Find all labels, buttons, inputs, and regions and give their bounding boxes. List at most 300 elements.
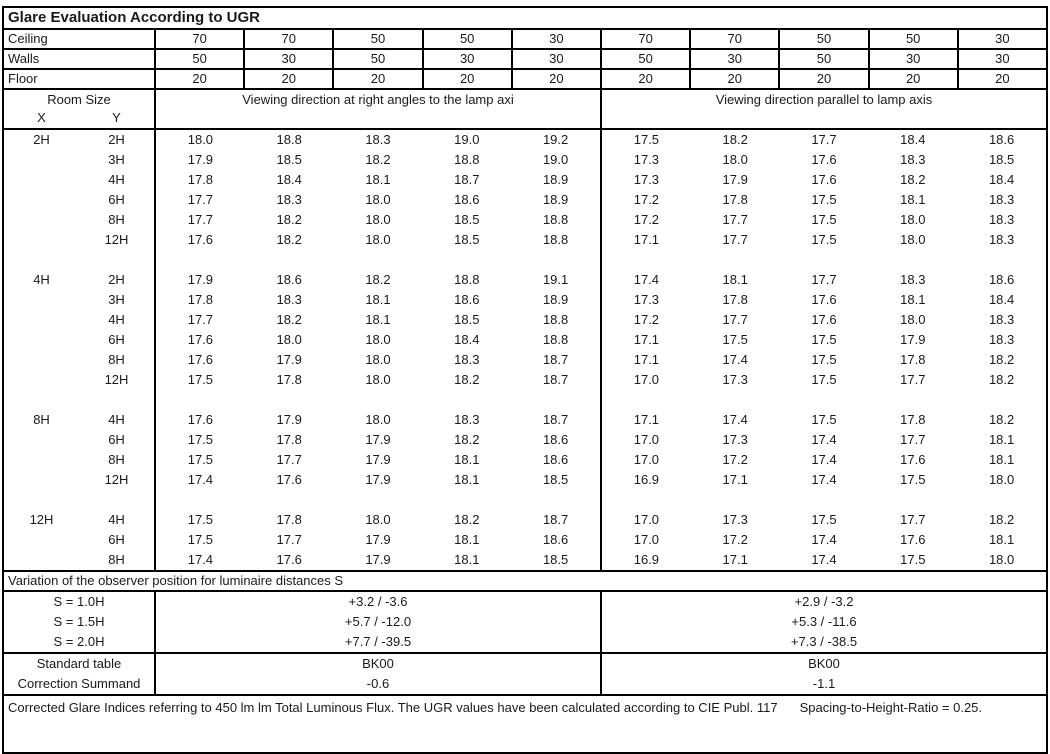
summary-right-value: -1.1 bbox=[600, 674, 1046, 694]
ugr-value: 17.6 bbox=[811, 312, 837, 327]
surface-row bbox=[4, 30, 1046, 50]
surface-value: 30 bbox=[511, 50, 600, 68]
room-y-value: 8H bbox=[108, 552, 125, 567]
ugr-data-row bbox=[4, 130, 1046, 150]
ugr-value: 18.5 bbox=[988, 152, 1015, 167]
room-x-value bbox=[4, 150, 79, 170]
ugr-value: 17.7 bbox=[900, 512, 926, 527]
ugr-value: 17.4 bbox=[811, 432, 837, 447]
ugr-value: 17.4 bbox=[811, 532, 837, 547]
ugr-value: 17.1 bbox=[633, 332, 660, 347]
ugr-value: 18.5 bbox=[542, 472, 569, 487]
ugr-value: 18.1 bbox=[454, 452, 480, 467]
ugr-value: 18.6 bbox=[988, 132, 1015, 147]
ugr-value: 18.2 bbox=[988, 512, 1015, 527]
surface-value: 50 bbox=[778, 30, 867, 48]
left-half-values bbox=[154, 190, 600, 210]
ugr-value: 18.8 bbox=[542, 212, 569, 227]
ugr-data-row bbox=[4, 310, 1046, 330]
ugr-value: 18.2 bbox=[900, 172, 926, 187]
room-y-value bbox=[79, 250, 154, 270]
right-half-values bbox=[600, 170, 1046, 190]
ugr-value: 18.2 bbox=[276, 232, 302, 247]
ugr-value: 18.0 bbox=[365, 372, 391, 387]
ugr-value: 17.2 bbox=[722, 532, 748, 547]
variation-left-value: +3.2 / -3.6 bbox=[154, 592, 600, 612]
room-x-value: 4H bbox=[33, 272, 50, 287]
ugr-value: 17.8 bbox=[722, 292, 748, 307]
surface-value: 70 bbox=[243, 30, 332, 48]
left-half-values bbox=[154, 410, 600, 430]
ugr-value: 18.0 bbox=[900, 232, 926, 247]
ugr-value: 18.8 bbox=[542, 232, 569, 247]
ugr-value: 17.8 bbox=[276, 372, 302, 387]
ugr-value: 17.9 bbox=[276, 352, 302, 367]
ugr-value: 18.1 bbox=[988, 432, 1015, 447]
variation-row bbox=[4, 632, 1046, 652]
ugr-value: 18.2 bbox=[454, 432, 480, 447]
left-half-values bbox=[154, 470, 600, 490]
ugr-value: 18.6 bbox=[542, 432, 569, 447]
ugr-value: 17.1 bbox=[722, 472, 748, 487]
ugr-value: 17.3 bbox=[633, 292, 660, 307]
left-half-values bbox=[154, 150, 600, 170]
ugr-value: 18.9 bbox=[542, 292, 569, 307]
room-x-value bbox=[4, 390, 79, 410]
ugr-value: 18.6 bbox=[542, 532, 569, 547]
room-y-value: 12H bbox=[104, 372, 129, 387]
right-half-values bbox=[600, 390, 1046, 410]
ugr-value: 17.4 bbox=[811, 552, 837, 567]
ugr-value: 17.5 bbox=[811, 412, 837, 427]
ugr-value: 18.6 bbox=[454, 292, 480, 307]
ugr-value: 18.0 bbox=[365, 512, 391, 527]
variation-label: S = 1.0H bbox=[53, 594, 105, 609]
surface-value: 20 bbox=[243, 70, 332, 88]
ugr-value: 18.2 bbox=[722, 132, 748, 147]
left-half-values bbox=[154, 330, 600, 350]
ugr-value: 18.3 bbox=[988, 312, 1015, 327]
surface-value: 30 bbox=[422, 50, 511, 68]
ugr-value: 17.4 bbox=[811, 452, 837, 467]
ugr-data-row bbox=[4, 170, 1046, 190]
group-spacer-row bbox=[4, 490, 1046, 510]
surface-value: 50 bbox=[154, 50, 243, 68]
room-y-value: 2H bbox=[108, 272, 125, 287]
ugr-value: 18.8 bbox=[454, 272, 480, 287]
ugr-value: 18.0 bbox=[365, 332, 391, 347]
ugr-value: 17.3 bbox=[722, 512, 748, 527]
ugr-value: 17.5 bbox=[187, 452, 214, 467]
left-half-values bbox=[154, 510, 600, 530]
ugr-value: 17.4 bbox=[633, 272, 660, 287]
ugr-value: 18.8 bbox=[276, 132, 302, 147]
left-half-values bbox=[154, 390, 600, 410]
ugr-value: 18.0 bbox=[722, 152, 748, 167]
ugr-value: 18.4 bbox=[988, 172, 1015, 187]
ugr-value: 17.8 bbox=[900, 352, 926, 367]
surface-value: 30 bbox=[243, 50, 332, 68]
surface-value: 20 bbox=[600, 70, 689, 88]
table-title: Glare Evaluation According to UGR bbox=[4, 8, 1046, 30]
ugr-value: 17.6 bbox=[276, 472, 302, 487]
summary-label: Standard table bbox=[36, 656, 122, 671]
ugr-data-row bbox=[4, 530, 1046, 550]
summary-row bbox=[4, 654, 1046, 674]
room-x-value bbox=[4, 290, 79, 310]
variation-heading: Variation of the observer position for luminaire distances S bbox=[4, 572, 1046, 592]
ugr-value: 18.4 bbox=[900, 132, 926, 147]
ugr-value: 17.6 bbox=[187, 352, 214, 367]
right-half-values bbox=[600, 190, 1046, 210]
room-y-value bbox=[79, 390, 154, 410]
ugr-data-row bbox=[4, 190, 1046, 210]
ugr-value: 17.8 bbox=[187, 292, 214, 307]
ugr-value: 18.2 bbox=[988, 352, 1015, 367]
ugr-value: 17.1 bbox=[722, 552, 748, 567]
ugr-value: 18.8 bbox=[454, 152, 480, 167]
right-half-values bbox=[600, 430, 1046, 450]
surface-value: 50 bbox=[332, 50, 421, 68]
ugr-value: 17.4 bbox=[187, 552, 214, 567]
room-x-value bbox=[4, 250, 79, 270]
surface-value: 20 bbox=[332, 70, 421, 88]
ugr-data-row bbox=[4, 330, 1046, 350]
right-half-values bbox=[600, 310, 1046, 330]
room-x-value bbox=[4, 190, 79, 210]
ugr-value: 18.3 bbox=[988, 192, 1015, 207]
room-y-value: 6H bbox=[108, 332, 125, 347]
ugr-value: 18.2 bbox=[276, 312, 302, 327]
room-size-label: Room Size bbox=[47, 92, 111, 107]
summary-row bbox=[4, 674, 1046, 694]
room-x-value: 2H bbox=[33, 132, 50, 147]
left-half-values bbox=[154, 210, 600, 230]
surface-value: 20 bbox=[868, 70, 957, 88]
surface-value: 20 bbox=[154, 70, 243, 88]
ugr-data-row bbox=[4, 550, 1046, 570]
ugr-value: 18.1 bbox=[988, 532, 1015, 547]
right-half-values bbox=[600, 130, 1046, 150]
ugr-value: 17.7 bbox=[722, 312, 748, 327]
ugr-value: 17.7 bbox=[276, 452, 302, 467]
ugr-value: 17.9 bbox=[365, 432, 391, 447]
surface-value: 30 bbox=[511, 30, 600, 48]
ugr-value: 17.0 bbox=[633, 372, 660, 387]
ugr-value: 18.0 bbox=[365, 352, 391, 367]
room-y-value: 3H bbox=[108, 152, 125, 167]
y-axis-label: Y bbox=[112, 110, 121, 125]
variation-left-value: +7.7 / -39.5 bbox=[154, 632, 600, 652]
ugr-value: 18.7 bbox=[454, 172, 480, 187]
ugr-value: 17.5 bbox=[722, 332, 748, 347]
variation-right-value: +2.9 / -3.2 bbox=[600, 592, 1046, 612]
ugr-value: 18.3 bbox=[276, 192, 302, 207]
room-y-value: 4H bbox=[108, 412, 125, 427]
ugr-value: 17.1 bbox=[633, 412, 660, 427]
ugr-value: 18.7 bbox=[542, 372, 569, 387]
variation-rows bbox=[4, 592, 1046, 654]
room-x-value bbox=[4, 170, 79, 190]
room-y-value: 4H bbox=[108, 512, 125, 527]
room-y-value: 6H bbox=[108, 192, 125, 207]
ugr-value: 17.3 bbox=[633, 152, 660, 167]
room-x-value bbox=[4, 370, 79, 390]
surface-row-label: Walls bbox=[8, 51, 40, 66]
ugr-value: 17.5 bbox=[811, 372, 837, 387]
room-x-value: 8H bbox=[33, 412, 50, 427]
ugr-value: 18.1 bbox=[722, 272, 748, 287]
left-direction-header: Viewing direction at right angles to the lamp axi bbox=[154, 90, 600, 128]
ugr-value: 17.8 bbox=[276, 432, 302, 447]
left-half-values bbox=[154, 530, 600, 550]
ugr-value: 17.5 bbox=[811, 512, 837, 527]
group-spacer-row bbox=[4, 390, 1046, 410]
right-half-values bbox=[600, 290, 1046, 310]
ugr-value: 17.5 bbox=[187, 512, 214, 527]
surface-value: 30 bbox=[957, 30, 1046, 48]
ugr-value: 17.7 bbox=[187, 192, 214, 207]
ugr-value: 18.4 bbox=[276, 172, 302, 187]
left-half-values bbox=[154, 130, 600, 150]
room-y-value: 12H bbox=[104, 472, 129, 487]
ugr-value: 17.0 bbox=[633, 452, 660, 467]
surface-value: 20 bbox=[422, 70, 511, 88]
ugr-value: 17.1 bbox=[633, 352, 660, 367]
ugr-value: 17.9 bbox=[365, 552, 391, 567]
ugr-value: 17.9 bbox=[365, 452, 391, 467]
room-y-value: 4H bbox=[108, 312, 125, 327]
surface-value: 20 bbox=[778, 70, 867, 88]
ugr-data-row bbox=[4, 450, 1046, 470]
ugr-value: 18.6 bbox=[542, 452, 569, 467]
summary-rows bbox=[4, 654, 1046, 696]
surface-value: 30 bbox=[957, 50, 1046, 68]
ugr-value-rows bbox=[4, 130, 1046, 572]
ugr-value: 18.6 bbox=[988, 272, 1015, 287]
ugr-value: 18.0 bbox=[187, 132, 214, 147]
right-half-values bbox=[600, 250, 1046, 270]
ugr-value: 18.3 bbox=[900, 272, 926, 287]
ugr-data-row bbox=[4, 410, 1046, 430]
room-x-value bbox=[4, 330, 79, 350]
ugr-value: 18.1 bbox=[988, 452, 1015, 467]
ugr-value: 17.2 bbox=[633, 312, 660, 327]
surface-value: 20 bbox=[957, 70, 1046, 88]
xy-labels bbox=[4, 109, 154, 127]
room-x-value bbox=[4, 310, 79, 330]
ugr-value: 17.6 bbox=[187, 412, 214, 427]
ugr-value: 17.5 bbox=[633, 132, 660, 147]
ugr-value: 18.2 bbox=[276, 212, 302, 227]
ugr-value: 18.3 bbox=[988, 212, 1015, 227]
room-y-value: 8H bbox=[108, 452, 125, 467]
left-half-values bbox=[154, 310, 600, 330]
left-half-values bbox=[154, 270, 600, 290]
ugr-value: 17.5 bbox=[811, 232, 837, 247]
ugr-value: 17.3 bbox=[722, 432, 748, 447]
ugr-value: 18.2 bbox=[988, 412, 1015, 427]
ugr-value: 18.7 bbox=[542, 412, 569, 427]
room-x-value bbox=[4, 470, 79, 490]
ugr-value: 16.9 bbox=[633, 472, 660, 487]
summary-label: Correction Summand bbox=[17, 676, 141, 691]
surface-value: 70 bbox=[154, 30, 243, 48]
ugr-value: 17.6 bbox=[900, 452, 926, 467]
ugr-value: 18.5 bbox=[454, 212, 480, 227]
surface-value: 20 bbox=[689, 70, 778, 88]
right-half-values bbox=[600, 410, 1046, 430]
ugr-value: 17.6 bbox=[900, 532, 926, 547]
ugr-value: 17.6 bbox=[187, 232, 214, 247]
ugr-value: 18.5 bbox=[454, 312, 480, 327]
ugr-value: 17.7 bbox=[811, 272, 837, 287]
room-x-value bbox=[4, 450, 79, 470]
ugr-value: 17.5 bbox=[900, 552, 926, 567]
left-half-values bbox=[154, 430, 600, 450]
variation-right-value: +5.3 / -11.6 bbox=[600, 612, 1046, 632]
right-half-values bbox=[600, 350, 1046, 370]
ugr-value: 18.3 bbox=[988, 332, 1015, 347]
summary-right-value: BK00 bbox=[600, 654, 1046, 674]
ugr-value: 17.2 bbox=[633, 192, 660, 207]
ugr-value: 18.0 bbox=[365, 212, 391, 227]
summary-left-value: BK00 bbox=[154, 654, 600, 674]
right-half-values bbox=[600, 550, 1046, 570]
left-half-values bbox=[154, 250, 600, 270]
variation-left-value: +5.7 / -12.0 bbox=[154, 612, 600, 632]
surface-value: 50 bbox=[868, 30, 957, 48]
right-half-values bbox=[600, 230, 1046, 250]
ugr-value: 18.5 bbox=[276, 152, 302, 167]
left-half-values bbox=[154, 450, 600, 470]
surface-row bbox=[4, 70, 1046, 90]
room-x-value bbox=[4, 530, 79, 550]
surface-value: 50 bbox=[422, 30, 511, 48]
ugr-value: 17.7 bbox=[722, 212, 748, 227]
ugr-value: 17.5 bbox=[811, 332, 837, 347]
right-half-values bbox=[600, 150, 1046, 170]
ugr-value: 17.5 bbox=[187, 372, 214, 387]
ugr-value: 17.3 bbox=[722, 372, 748, 387]
right-half-values bbox=[600, 370, 1046, 390]
ugr-value: 17.5 bbox=[187, 532, 214, 547]
room-size-header bbox=[4, 90, 154, 128]
room-y-value: 6H bbox=[108, 432, 125, 447]
left-half-values bbox=[154, 370, 600, 390]
ugr-value: 17.0 bbox=[633, 532, 660, 547]
ugr-value: 18.1 bbox=[365, 172, 391, 187]
ugr-value: 17.6 bbox=[276, 552, 302, 567]
ugr-value: 18.4 bbox=[454, 332, 480, 347]
room-y-value bbox=[79, 490, 154, 510]
room-x-value: 12H bbox=[29, 512, 54, 527]
ugr-value: 18.3 bbox=[454, 412, 480, 427]
surface-row-label: Ceiling bbox=[8, 31, 48, 46]
ugr-value: 18.8 bbox=[542, 312, 569, 327]
right-half-values bbox=[600, 490, 1046, 510]
footer-text-shr: Spacing-to-Height-Ratio = 0.25. bbox=[799, 700, 983, 715]
ugr-value: 18.2 bbox=[365, 152, 391, 167]
right-half-values bbox=[600, 330, 1046, 350]
column-header-row bbox=[4, 90, 1046, 130]
ugr-value: 17.5 bbox=[811, 352, 837, 367]
ugr-data-row bbox=[4, 270, 1046, 290]
ugr-value: 17.8 bbox=[276, 512, 302, 527]
room-x-value bbox=[4, 550, 79, 570]
ugr-glare-table bbox=[2, 6, 1048, 754]
ugr-data-row bbox=[4, 290, 1046, 310]
ugr-value: 18.2 bbox=[988, 372, 1015, 387]
ugr-value: 18.0 bbox=[365, 192, 391, 207]
ugr-value: 18.0 bbox=[988, 472, 1015, 487]
ugr-value: 18.0 bbox=[365, 232, 391, 247]
ugr-value: 17.7 bbox=[811, 132, 837, 147]
surface-value: 30 bbox=[868, 50, 957, 68]
ugr-value: 18.1 bbox=[454, 472, 480, 487]
ugr-value: 18.6 bbox=[454, 192, 480, 207]
ugr-value: 17.7 bbox=[722, 232, 748, 247]
ugr-value: 18.3 bbox=[454, 352, 480, 367]
ugr-value: 17.9 bbox=[187, 272, 214, 287]
ugr-value: 18.1 bbox=[900, 292, 926, 307]
ugr-value: 18.3 bbox=[365, 132, 391, 147]
ugr-value: 17.0 bbox=[633, 432, 660, 447]
surface-value: 50 bbox=[600, 50, 689, 68]
surface-reflectance-rows bbox=[4, 30, 1046, 90]
right-half-values bbox=[600, 210, 1046, 230]
room-y-value: 4H bbox=[108, 172, 125, 187]
ugr-value: 17.6 bbox=[187, 332, 214, 347]
surface-value: 30 bbox=[689, 50, 778, 68]
ugr-value: 18.1 bbox=[900, 192, 926, 207]
ugr-value: 17.8 bbox=[900, 412, 926, 427]
room-x-value bbox=[4, 210, 79, 230]
group-spacer-row bbox=[4, 250, 1046, 270]
surface-value: 50 bbox=[332, 30, 421, 48]
ugr-value: 19.0 bbox=[542, 152, 569, 167]
surface-row bbox=[4, 50, 1046, 70]
ugr-data-row bbox=[4, 350, 1046, 370]
room-y-value: 12H bbox=[104, 232, 129, 247]
ugr-value: 17.9 bbox=[365, 472, 391, 487]
left-half-values bbox=[154, 490, 600, 510]
ugr-value: 18.0 bbox=[900, 212, 926, 227]
ugr-value: 18.3 bbox=[276, 292, 302, 307]
ugr-value: 19.2 bbox=[542, 132, 569, 147]
ugr-value: 18.8 bbox=[542, 332, 569, 347]
x-axis-label: X bbox=[37, 110, 46, 125]
ugr-value: 17.7 bbox=[276, 532, 302, 547]
ugr-value: 17.7 bbox=[187, 212, 214, 227]
room-x-value bbox=[4, 350, 79, 370]
ugr-value: 18.0 bbox=[900, 312, 926, 327]
ugr-value: 17.9 bbox=[276, 412, 302, 427]
ugr-value: 17.6 bbox=[811, 152, 837, 167]
ugr-value: 17.9 bbox=[722, 172, 748, 187]
ugr-value: 17.8 bbox=[187, 172, 214, 187]
ugr-value: 18.2 bbox=[454, 372, 480, 387]
left-half-values bbox=[154, 230, 600, 250]
room-x-value bbox=[4, 230, 79, 250]
ugr-value: 18.0 bbox=[988, 552, 1015, 567]
variation-row bbox=[4, 592, 1046, 612]
ugr-value: 17.5 bbox=[811, 192, 837, 207]
left-half-values bbox=[154, 170, 600, 190]
ugr-value: 18.9 bbox=[542, 192, 569, 207]
surface-value: 50 bbox=[778, 50, 867, 68]
ugr-value: 18.5 bbox=[454, 232, 480, 247]
